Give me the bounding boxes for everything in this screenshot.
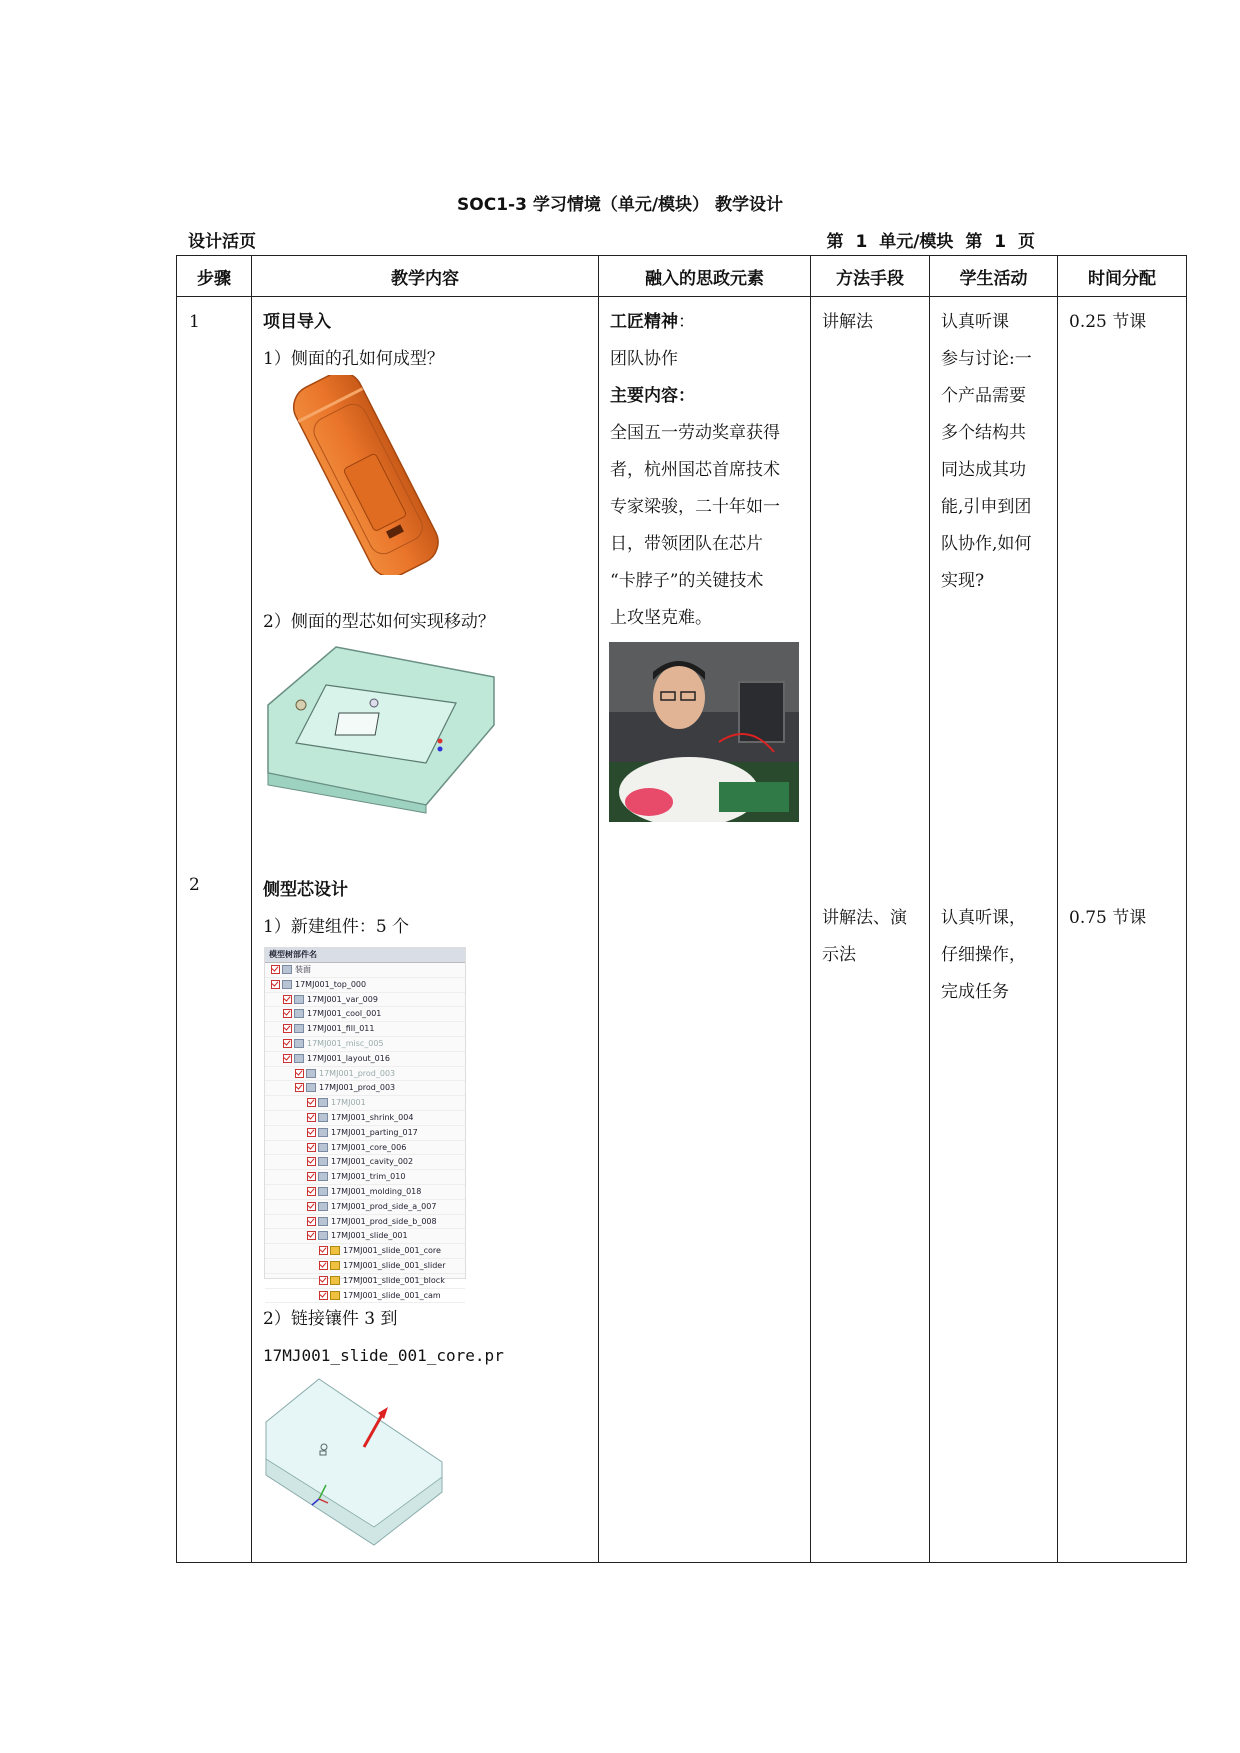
part-icon	[330, 1276, 340, 1285]
model-tree-row[interactable]	[265, 1081, 465, 1096]
ideology-teamwork: 团队协作	[610, 349, 678, 369]
page-indicator: 第 1 单元/模块 第 1 页	[826, 232, 1035, 252]
activity-cell	[930, 297, 1058, 1563]
model-tree-row[interactable]	[265, 1170, 465, 1185]
table-row	[177, 297, 1187, 1563]
model-tree-label: 17MJ001_fill_011	[307, 1024, 375, 1034]
assembly-icon	[318, 1157, 328, 1166]
checkbox-icon[interactable]	[307, 1202, 316, 1211]
model-tree-label: 17MJ001_slide_001_core	[343, 1246, 441, 1256]
checkbox-icon[interactable]	[319, 1291, 328, 1300]
activity-step1-line: 多个结构共	[941, 423, 1026, 443]
assembly-icon	[318, 1113, 328, 1122]
model-tree-row[interactable]	[265, 1141, 465, 1156]
model-tree-row[interactable]	[265, 1126, 465, 1141]
model-tree-row[interactable]	[265, 1244, 465, 1259]
table-header-row	[177, 256, 1187, 297]
model-tree-row[interactable]	[265, 1215, 465, 1230]
checkbox-icon[interactable]	[283, 1039, 292, 1048]
step2-title: 侧型芯设计	[263, 880, 348, 900]
model-tree-label: 17MJ001_prod_003	[319, 1083, 396, 1093]
column-header-ideology: 融入的思政元素	[599, 256, 811, 297]
model-tree-label: 17MJ001_prod_003	[319, 1068, 396, 1078]
assembly-icon	[318, 1128, 328, 1137]
model-tree-row[interactable]	[265, 1007, 465, 1022]
assembly-icon	[306, 1083, 316, 1092]
model-tree-row[interactable]	[265, 1259, 465, 1274]
method-step1: 讲解法	[822, 312, 873, 332]
method-cell	[811, 297, 930, 1563]
model-tree-row[interactable]	[265, 993, 465, 1008]
model-tree-label: 装面	[295, 965, 311, 974]
step1-question-2: 2）侧面的型芯如何实现移动？	[263, 612, 495, 632]
ideology-main-content-label: 主要内容：	[610, 386, 695, 406]
model-tree-row[interactable]	[265, 1274, 465, 1289]
model-tree-row[interactable]	[265, 963, 465, 978]
model-tree-label: 17MJ001	[331, 1098, 366, 1108]
step-number-1: 1	[189, 312, 200, 332]
ideology-line: 上攻坚克难。	[610, 608, 712, 628]
model-tree-row[interactable]	[265, 1185, 465, 1200]
assembly-icon	[318, 1143, 328, 1152]
activity-step2-line: 仔细操作，	[941, 945, 1026, 965]
assembly-icon	[318, 1231, 328, 1240]
ideology-craftsman-label: 工匠精神	[610, 312, 678, 332]
model-tree-row[interactable]	[265, 1200, 465, 1215]
checkbox-icon[interactable]	[319, 1246, 328, 1255]
model-tree-label: 17MJ001_prod_side_a_007	[331, 1201, 437, 1211]
column-header-activity: 学生活动	[930, 256, 1058, 297]
step1-question-1: 1）侧面的孔如何成型？	[263, 349, 444, 369]
step2-filename: 17MJ001_slide_001_core.pr	[263, 1346, 504, 1365]
assembly-icon	[294, 1054, 304, 1063]
model-tree-label: 17MJ001_slide_001_cam	[343, 1290, 441, 1300]
assembly-icon	[282, 980, 292, 989]
method-step2-line: 讲解法、演	[822, 908, 907, 928]
model-tree-row[interactable]	[265, 1052, 465, 1067]
assembly-icon	[294, 1024, 304, 1033]
model-tree-label: 17MJ001_slide_001	[331, 1231, 408, 1241]
model-tree-row[interactable]	[265, 1111, 465, 1126]
checkbox-icon[interactable]	[295, 1069, 304, 1078]
model-tree-label: 17MJ001_slide_001_slider	[343, 1260, 446, 1270]
design-sheet-label: 设计活页	[188, 232, 256, 252]
activity-step1-line: 队协作,如何	[941, 534, 1032, 554]
model-tree-label: 17MJ001_core_006	[331, 1142, 407, 1152]
time-step2: 0.75 节课	[1069, 908, 1147, 928]
activity-step2-line: 认真听课，	[941, 908, 1026, 928]
assembly-icon	[318, 1187, 328, 1196]
model-tree-row[interactable]	[265, 1155, 465, 1170]
checkbox-icon[interactable]	[283, 1024, 292, 1033]
activity-step1-line: 同达成其功	[941, 460, 1026, 480]
model-tree-rows	[265, 963, 465, 1303]
model-tree-label: 17MJ001_layout_016	[307, 1053, 390, 1063]
checkbox-icon[interactable]	[307, 1128, 316, 1137]
ideology-cell	[599, 297, 811, 1563]
step1-title: 项目导入	[263, 312, 331, 332]
part-icon	[330, 1261, 340, 1270]
assembly-icon	[294, 1039, 304, 1048]
activity-step2-line: 完成任务	[941, 982, 1009, 1002]
model-tree-label: 17MJ001_prod_side_b_008	[331, 1216, 437, 1226]
engineer-photo	[609, 642, 799, 822]
model-tree-row[interactable]	[265, 1229, 465, 1244]
checkbox-icon[interactable]	[283, 1009, 292, 1018]
column-header-method: 方法手段	[811, 256, 930, 297]
ideology-line: 日，带领团队在芯片	[610, 534, 763, 554]
content-cell	[252, 297, 599, 1563]
checkbox-icon[interactable]	[307, 1172, 316, 1181]
activity-step1-line: 个产品需要	[941, 386, 1026, 406]
column-header-content: 教学内容	[252, 256, 599, 297]
step-cell	[177, 297, 252, 1563]
ideology-line: 全国五一劳动奖章获得	[610, 423, 780, 443]
model-tree-label: 17MJ001_cool_001	[307, 1009, 382, 1019]
assembly-icon	[318, 1172, 328, 1181]
model-tree-label: 17MJ001_trim_010	[331, 1172, 406, 1182]
method-step2-line: 示法	[822, 945, 856, 965]
model-tree-header: 模型树部件名	[265, 948, 465, 963]
model-tree-row[interactable]	[265, 1022, 465, 1037]
model-tree-row[interactable]	[265, 1067, 465, 1082]
usb-product-image	[290, 375, 440, 575]
ideology-line: 者，杭州国芯首席技术	[610, 460, 780, 480]
checkbox-icon[interactable]	[319, 1261, 328, 1270]
assembly-icon	[318, 1217, 328, 1226]
model-tree-label: 17MJ001_parting_017	[331, 1127, 418, 1137]
assembly-icon	[282, 965, 292, 974]
checkbox-icon[interactable]	[307, 1098, 316, 1107]
checkbox-icon[interactable]	[271, 980, 280, 989]
checkbox-icon[interactable]	[295, 1083, 304, 1092]
assembly-icon	[294, 1009, 304, 1018]
time-cell	[1058, 297, 1187, 1563]
assembly-icon	[318, 1202, 328, 1211]
insert-block-image	[264, 1377, 444, 1547]
checkbox-icon[interactable]	[307, 1157, 316, 1166]
part-icon	[330, 1246, 340, 1255]
activity-step1-line: 能,引申到团	[941, 497, 1032, 517]
model-tree-label: 17MJ001_misc_005	[307, 1038, 384, 1048]
checkbox-icon[interactable]	[283, 1054, 292, 1063]
activity-step1-line: 实现?	[941, 571, 985, 591]
activity-step1-line: 参与讨论:一	[941, 349, 1032, 369]
lesson-plan-table	[176, 255, 1187, 1563]
ideology-line: 专家梁骏，二十年如一	[610, 497, 780, 517]
model-tree-label: 17MJ001_slide_001_block	[343, 1275, 445, 1285]
assembly-icon	[294, 995, 304, 1004]
assembly-icon	[318, 1098, 328, 1107]
column-header-time: 时间分配	[1058, 256, 1187, 297]
mold-plate-image	[266, 645, 496, 815]
document-title: SOC1-3 学习情境（单元/模块） 教学设计	[457, 195, 783, 215]
model-tree-label: 17MJ001_cavity_002	[331, 1157, 414, 1167]
step2-question-1: 1）新建组件：5 个	[263, 917, 410, 937]
checkbox-icon[interactable]	[307, 1187, 316, 1196]
model-tree-label: 17MJ001_shrink_004	[331, 1112, 414, 1122]
model-tree-panel	[264, 947, 466, 1300]
checkbox-icon[interactable]	[307, 1143, 316, 1152]
part-icon	[330, 1291, 340, 1300]
checkbox-icon[interactable]	[271, 965, 280, 974]
ideology-label-1	[610, 312, 695, 332]
model-tree-label: 17MJ001_var_009	[307, 994, 378, 1004]
checkbox-icon[interactable]	[307, 1217, 316, 1226]
model-tree-label: 17MJ001_top_000	[295, 979, 367, 989]
checkbox-icon[interactable]	[319, 1276, 328, 1285]
time-step1: 0.25 节课	[1069, 312, 1147, 332]
step2-question-2: 2）链接镶件 3 到	[263, 1309, 398, 1329]
step-number-2: 2	[189, 875, 200, 895]
column-header-step: 步骤	[177, 256, 252, 297]
activity-step1-line: 认真听课	[941, 312, 1009, 332]
model-tree-row[interactable]	[265, 978, 465, 993]
model-tree-row[interactable]	[265, 1037, 465, 1052]
checkbox-icon[interactable]	[307, 1231, 316, 1240]
model-tree-row[interactable]	[265, 1096, 465, 1111]
ideology-colon: ：	[678, 312, 695, 332]
assembly-icon	[306, 1069, 316, 1078]
checkbox-icon[interactable]	[307, 1113, 316, 1122]
checkbox-icon[interactable]	[283, 995, 292, 1004]
model-tree-label: 17MJ001_molding_018	[331, 1186, 422, 1196]
ideology-line: “卡脖子”的关键技术	[610, 571, 764, 591]
model-tree-row[interactable]	[265, 1289, 465, 1304]
